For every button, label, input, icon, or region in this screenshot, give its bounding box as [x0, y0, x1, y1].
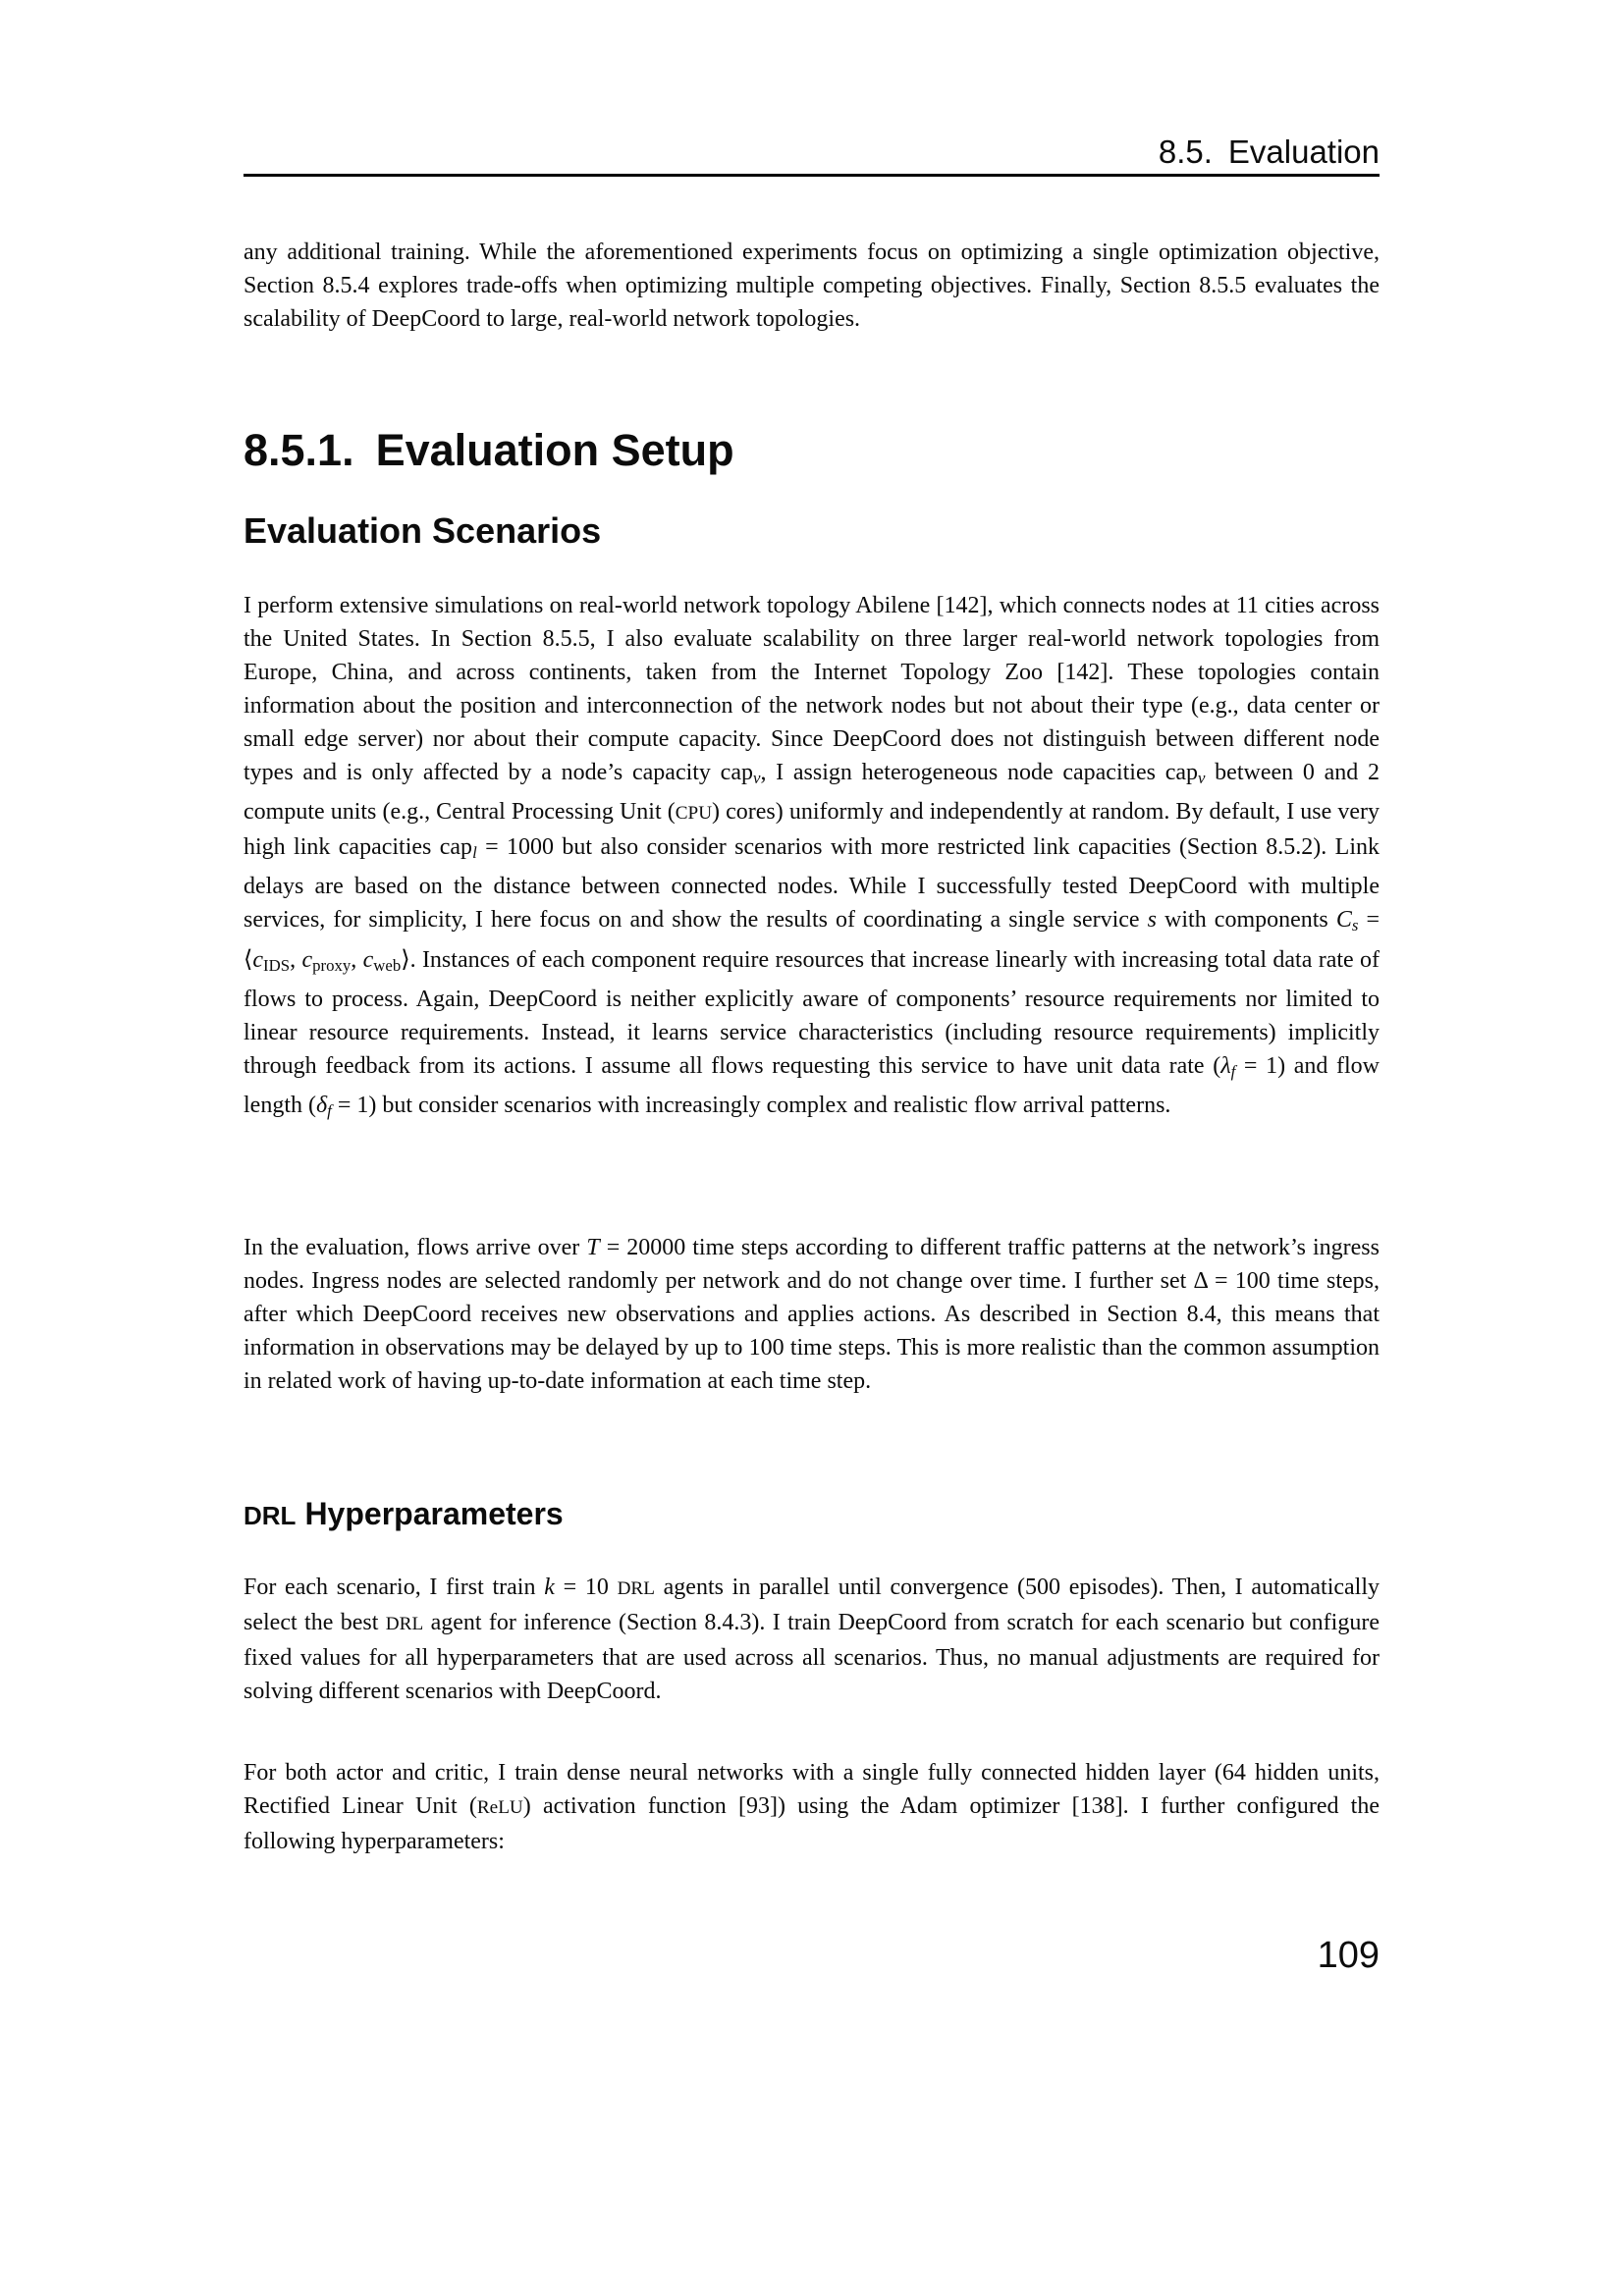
section-title: Evaluation Setup	[375, 425, 734, 475]
drl-hyperparameters-paragraph-2	[244, 1756, 1380, 1858]
drl-heading-acronym: DRL	[244, 1501, 297, 1530]
evaluation-scenarios-paragraph-2	[244, 1231, 1380, 1398]
text-run: I perform extensive simulations on real-world network topology Abilene [142], which connects nodes at 11 cities across the United States. In Section 8.5.5, I also evaluate scalability on three larger real-world network topologies from Europe, China, and across continents, taken from the Internet Topology Zoo [142]. These topologies contain information about the position and interconnection of the network nodes but not about their type (e.g., data center or small edge server) nor about their compute capacity. Since DeepCoord does not distinguish between different node types and is only affected by a node’s capacity cap	[244, 593, 1380, 785]
text-run: f	[1230, 1061, 1236, 1081]
text-run: s	[1147, 907, 1157, 934]
text-run: IDS	[263, 955, 291, 975]
running-header	[244, 133, 1380, 177]
evaluation-scenarios-paragraph-1	[244, 589, 1380, 1128]
text-run: DRL	[385, 1614, 424, 1634]
text-run: web	[373, 955, 402, 975]
text-run: c	[362, 946, 374, 973]
text-run: f	[327, 1101, 332, 1121]
page-number: 109	[1317, 1935, 1380, 1976]
text-run: C	[1335, 907, 1352, 934]
text-run: = 1000 but also consider scenarios with more restricted link capacities (Section 8.5.2). Link delays are based on the distance between connected nodes. While I successfully tested DeepCoord with multiple services, for simplicity, I here focus on and show the results of coordinating a single service	[244, 834, 1380, 934]
text-run: proxy	[312, 955, 352, 975]
text-run: ) cores) uniformly and independently at random. By default, I use very high link capacities cap	[244, 799, 1380, 861]
text-run: c	[252, 946, 264, 973]
text-run: v	[1198, 769, 1206, 788]
running-header-section-number: 8.5.	[1158, 133, 1213, 170]
text-run: ReLU	[476, 1797, 523, 1818]
section-heading-evaluation-setup	[244, 426, 1380, 475]
intro-paragraph	[244, 236, 1380, 336]
text-run: k	[544, 1575, 555, 1600]
text-run: agent for inference (Section 8.4.3). I train DeepCoord from scratch for each scenario but configure fixed values for all hyperparameters that are used across all scenarios. Thus, no manual adjustments are required for solving different scenarios with DeepCoord.	[244, 1610, 1380, 1704]
text-run: ,	[290, 946, 302, 973]
text-run: λ	[1220, 1052, 1231, 1079]
text-run: DRL	[617, 1578, 655, 1599]
text-run: δ	[315, 1092, 328, 1118]
drl-hyperparameters-paragraph-1	[244, 1571, 1380, 1708]
text-run: ⟩. Instances of each component require resources that increase linearly with increasing total data rate of flows to process. Again, DeepCoord is neither explicitly aware of components’ resource requirements nor limited to linear resource requirements. Instead, it learns service characteristics (including resource requirements) implicitly through feedback from its actions. I assume all flows requesting this service to have unit data rate (	[244, 946, 1380, 1079]
subsection-heading-drl-hyperparameters	[244, 1495, 1380, 1534]
text-run: v	[752, 769, 761, 788]
text-run: ,	[351, 946, 363, 973]
text-run: , I assign heterogeneous node capacities cap	[760, 760, 1198, 785]
text-run: In the evaluation, flows arrive over	[244, 1235, 587, 1260]
text-run: = ⟨	[244, 907, 1380, 973]
subsection-heading-evaluation-scenarios: Evaluation Scenarios	[244, 510, 602, 551]
text-run: T	[586, 1235, 600, 1260]
text-run: ) activation function [93]) using the Adam optimizer [138]. I further configured the following hyperparameters:	[244, 1793, 1380, 1854]
text-run: s	[1351, 916, 1359, 935]
text-run: = 1) and flow length (	[244, 1052, 1380, 1118]
text-run: = 10	[554, 1575, 618, 1600]
text-run: c	[301, 946, 313, 973]
text-run: l	[472, 843, 477, 863]
text-run: any additional training. While the aforementioned experiments focus on optimizing a single optimization objective, Section 8.5.4 explores trade-offs when optimizing multiple competing objectives. Finally, Section 8.5.5 evaluates the scalability of DeepCoord to large, real-world network topologies.	[244, 240, 1380, 332]
text-run: For each scenario, I first train	[244, 1575, 545, 1600]
text-run: CPU	[675, 803, 713, 825]
text-run: = 1) but consider scenarios with increasingly complex and realistic flow arrival patterns.	[331, 1092, 1171, 1118]
drl-heading-rest: Hyperparameters	[304, 1496, 564, 1531]
text-run: agents in parallel until convergence (500 episodes). Then, I automatically select the best	[244, 1575, 1380, 1635]
running-header-section-title: Evaluation	[1227, 133, 1380, 170]
text-run: between 0 and 2 compute units (e.g., Central Processing Unit (	[244, 760, 1380, 826]
text-run: with components	[1156, 907, 1336, 934]
section-number: 8.5.1.	[244, 425, 354, 475]
text-run: For both actor and critic, I train dense neural networks with a single fully connected hidden layer (64 hidden units, Rectified Linear Unit (	[244, 1760, 1380, 1819]
text-run: = 20000 time steps according to different traffic patterns at the network’s ingress nodes. Ingress nodes are selected randomly per network and do not change over time. I further set Δ = 100 time steps, after which DeepCoord receives new observations and applies actions. As described in Section 8.4, this means that information in observations may be delayed by up to 100 time steps. This is more realistic than the common assumption in related work of having up-to-date information at each time step.	[244, 1235, 1380, 1394]
